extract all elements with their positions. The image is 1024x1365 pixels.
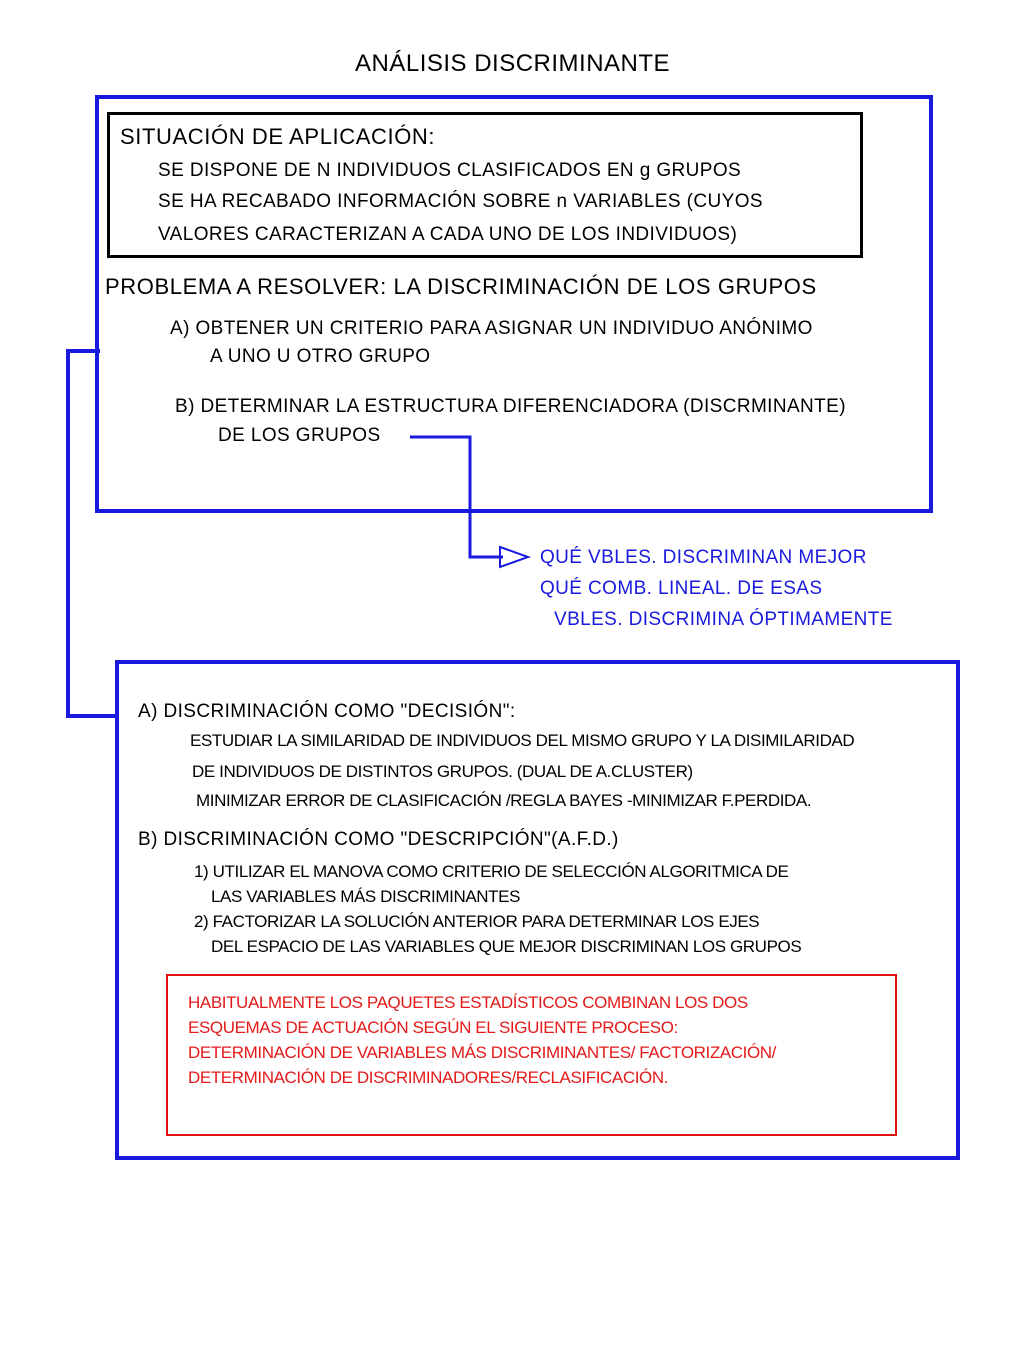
approach-a-line: DE INDIVIDUOS DE DISTINTOS GRUPOS. (DUAL DE A.CLUSTER) xyxy=(192,762,693,781)
problem-a-line: A) OBTENER UN CRITERIO PARA ASIGNAR UN INDIVIDUO ANÓNIMO xyxy=(170,318,813,339)
approach-b-line: 1) UTILIZAR EL MANOVA COMO CRITERIO DE SELECCIÓN ALGORITMICA DE xyxy=(194,862,789,881)
approach-b-line: LAS VARIABLES MÁS DISCRIMINANTES xyxy=(211,887,521,906)
approach-a-line: ESTUDIAR LA SIMILARIDAD DE INDIVIDUOS DEL MISMO GRUPO Y LA DISIMILARIDAD xyxy=(190,731,855,750)
result-line: VBLES. DISCRIMINA ÓPTIMAMENTE xyxy=(554,609,893,630)
approach-a-line: MINIMIZAR ERROR DE CLASIFICACIÓN /REGLA BAYES -MINIMIZAR F.PERDIDA. xyxy=(196,791,812,810)
page-title: ANÁLISIS DISCRIMINANTE xyxy=(355,50,671,77)
approach-a-heading: A) DISCRIMINACIÓN COMO "DECISIÓN": xyxy=(138,701,516,722)
connector-left-bracket xyxy=(68,351,117,716)
situation-line: SE HA RECABADO INFORMACIÓN SOBRE n VARIABLES (CUYOS xyxy=(158,191,763,212)
note-line: ESQUEMAS DE ACTUACIÓN SEGÚN EL SIGUIENTE PROCESO: xyxy=(188,1018,678,1037)
problem-a-line: A UNO U OTRO GRUPO xyxy=(210,346,431,367)
situation-line: VALORES CARACTERIZAN A CADA UNO DE LOS INDIVIDUOS) xyxy=(158,224,738,245)
problem-heading: PROBLEMA A RESOLVER: LA DISCRIMINACIÓN DE LOS GRUPOS xyxy=(105,274,817,299)
note-line: DETERMINACIÓN DE DISCRIMINADORES/RECLASIFICACIÓN. xyxy=(188,1068,669,1087)
situation-heading: SITUACIÓN DE APLICACIÓN: xyxy=(120,124,436,149)
problem-b-line: B) DETERMINAR LA ESTRUCTURA DIFERENCIADORA (DISCRMINANTE) xyxy=(175,396,846,417)
problem-b-line: DE LOS GRUPOS xyxy=(218,425,381,446)
result-line: QUÉ VBLES. DISCRIMINAN MEJOR xyxy=(540,547,867,568)
arrow-head-icon xyxy=(500,547,528,567)
result-line: QUÉ COMB. LINEAL. DE ESAS xyxy=(540,578,823,599)
approach-b-line: DEL ESPACIO DE LAS VARIABLES QUE MEJOR DISCRIMINAN LOS GRUPOS xyxy=(211,937,802,956)
situation-line: SE DISPONE DE N INDIVIDUOS CLASIFICADOS EN g GRUPOS xyxy=(158,160,742,181)
approach-b-line: 2) FACTORIZAR LA SOLUCIÓN ANTERIOR PARA DETERMINAR LOS EJES xyxy=(194,912,760,931)
note-line: DETERMINACIÓN DE VARIABLES MÁS DISCRIMINANTES/ FACTORIZACIÓN/ xyxy=(188,1043,776,1062)
connector-to-result xyxy=(410,437,503,557)
approach-b-heading: B) DISCRIMINACIÓN COMO "DESCRIPCIÓN"(A.F.D.) xyxy=(138,829,619,850)
note-line: HABITUALMENTE LOS PAQUETES ESTADÍSTICOS COMBINAN LOS DOS xyxy=(188,993,748,1012)
